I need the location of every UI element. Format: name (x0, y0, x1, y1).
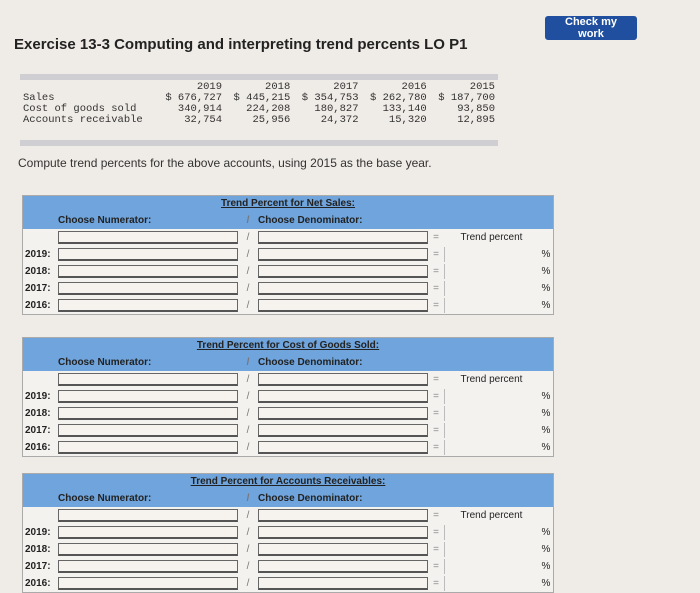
year-label: 2019: (25, 527, 51, 538)
year-label: 2018: (25, 408, 51, 419)
percent-sign: % (541, 266, 551, 277)
numerator-select[interactable] (58, 509, 238, 522)
slash: / (246, 442, 250, 453)
year-row (23, 388, 553, 405)
denominator-cell[interactable] (258, 407, 428, 420)
year-header: 2017 (333, 81, 359, 93)
numerator-input[interactable] (58, 299, 238, 312)
year-row (23, 297, 553, 314)
numerator-cell[interactable] (58, 577, 238, 590)
denominator-cell[interactable] (258, 299, 428, 312)
cell-value: 93,850 (457, 103, 495, 115)
year-label: 2018: (25, 266, 51, 277)
numerator-cell[interactable] (58, 299, 238, 312)
column-header-row (23, 212, 553, 229)
equals: = (433, 442, 439, 453)
denominator-cell[interactable] (258, 248, 428, 261)
equals: = (433, 408, 439, 419)
numerator-cell[interactable] (58, 560, 238, 573)
numerator-input[interactable] (58, 390, 238, 403)
denominator-input[interactable] (258, 265, 428, 278)
equals: = (433, 561, 439, 572)
year-header: 2016 (401, 81, 427, 93)
slash: / (246, 249, 250, 260)
equals: = (433, 249, 439, 260)
percent-sign: % (541, 544, 551, 555)
denominator-cell[interactable] (258, 265, 428, 278)
percent-sign: % (541, 442, 551, 453)
trend-table-title: Trend Percent for Accounts Receivables: (23, 474, 553, 490)
denominator-cell[interactable] (258, 543, 428, 556)
numerator-cell[interactable] (58, 390, 238, 403)
trend-table-title: Trend Percent for Cost of Goods Sold: (23, 338, 553, 354)
denominator-input[interactable] (258, 526, 428, 539)
denominator-cell[interactable] (258, 577, 428, 590)
numerator-input[interactable] (58, 282, 238, 295)
denominator-input[interactable] (258, 390, 428, 403)
denominator-select[interactable] (258, 373, 428, 386)
trend-percent-header-row (23, 507, 553, 524)
numerator-cell[interactable] (58, 407, 238, 420)
year-row (23, 422, 553, 439)
slash: / (246, 544, 250, 555)
slash: / (246, 215, 250, 226)
year-label: 2016: (25, 578, 51, 589)
percent-sign: % (541, 300, 551, 311)
trend-percent-cell[interactable] (444, 389, 539, 404)
denominator-input[interactable] (258, 248, 428, 261)
equals: = (433, 425, 439, 436)
numerator-header: Choose Numerator: (58, 215, 152, 226)
trend-percent-cell[interactable] (444, 423, 539, 438)
denominator-input[interactable] (258, 424, 428, 437)
numerator-input[interactable] (58, 560, 238, 573)
year-row (23, 280, 553, 297)
slash: / (246, 408, 250, 419)
slash: / (246, 232, 250, 243)
year-row (23, 246, 553, 263)
column-header-row (23, 490, 553, 507)
denominator-input[interactable] (258, 560, 428, 573)
cell-value: 32,754 (184, 114, 223, 126)
slash: / (246, 266, 250, 277)
year-header: 2015 (469, 81, 495, 93)
instructions: Compute trend percents for the above accounts, using 2015 as the base year. (18, 156, 432, 170)
trend-percent-header: Trend percent (460, 510, 523, 521)
percent-sign: % (541, 249, 551, 260)
year-row (23, 575, 553, 592)
year-label: 2019: (25, 249, 51, 260)
equals: = (433, 266, 439, 277)
denominator-input[interactable] (258, 282, 428, 295)
slash: / (246, 374, 250, 385)
denominator-select[interactable] (258, 509, 428, 522)
trend-percent-header: Trend percent (460, 374, 523, 385)
percent-sign: % (541, 578, 551, 589)
denominator-input[interactable] (258, 543, 428, 556)
numerator-input[interactable] (58, 248, 238, 261)
equals: = (433, 232, 439, 243)
cell-value: $ 187,700 (438, 92, 495, 104)
denominator-cell[interactable] (258, 424, 428, 437)
denominator-field[interactable] (258, 509, 428, 522)
trend-percent-header-row (23, 229, 553, 246)
row-label: Cost of goods sold (23, 103, 137, 115)
cell-value: 15,320 (388, 114, 427, 126)
denominator-header: Choose Denominator: (258, 357, 363, 368)
numerator-input[interactable] (58, 265, 238, 278)
equals: = (433, 300, 439, 311)
trend-table (22, 473, 554, 593)
year-row (23, 439, 553, 456)
cell-value: 340,914 (177, 103, 223, 115)
cell-value: 24,372 (320, 114, 359, 126)
trend-percent-cell[interactable] (444, 247, 539, 262)
denominator-input[interactable] (258, 299, 428, 312)
equals: = (433, 527, 439, 538)
denominator-input[interactable] (258, 407, 428, 420)
numerator-cell[interactable] (58, 526, 238, 539)
year-label: 2019: (25, 391, 51, 402)
row-label: Accounts receivable (23, 114, 143, 126)
numerator-cell[interactable] (58, 248, 238, 261)
cell-value: 133,140 (382, 103, 427, 115)
denominator-cell[interactable] (258, 526, 428, 539)
trend-percent-cell[interactable] (444, 525, 539, 540)
trend-percent-input[interactable] (444, 406, 539, 421)
trend-percent-input[interactable] (444, 264, 539, 279)
trend-percent-header: Trend percent (460, 232, 523, 243)
equals: = (433, 391, 439, 402)
trend-percent-cell[interactable] (444, 281, 539, 296)
trend-percent-input[interactable] (444, 542, 539, 557)
trend-percent-header-row (23, 371, 553, 388)
denominator-input[interactable] (258, 577, 428, 590)
year-label: 2018: (25, 544, 51, 555)
numerator-cell[interactable] (58, 265, 238, 278)
numerator-field[interactable] (58, 231, 238, 244)
row-label: Sales (23, 92, 55, 104)
year-label: 2017: (25, 561, 51, 572)
percent-sign: % (541, 561, 551, 572)
trend-percent-cell[interactable] (444, 264, 539, 279)
numerator-input[interactable] (58, 407, 238, 420)
trend-table (22, 337, 554, 457)
trend-percent-input[interactable] (444, 559, 539, 574)
year-header: 2018 (265, 81, 291, 93)
slash: / (246, 510, 250, 521)
numerator-field[interactable] (58, 373, 238, 386)
equals: = (433, 283, 439, 294)
percent-sign: % (541, 527, 551, 538)
cell-value: $ 354,753 (301, 92, 359, 104)
equals: = (433, 578, 439, 589)
denominator-header: Choose Denominator: (258, 493, 363, 504)
denominator-select[interactable] (258, 231, 428, 244)
cell-value: $ 445,215 (233, 92, 291, 104)
percent-sign: % (541, 283, 551, 294)
denominator-field[interactable] (258, 373, 428, 386)
numerator-cell[interactable] (58, 441, 238, 454)
year-label: 2017: (25, 283, 51, 294)
numerator-input[interactable] (58, 441, 238, 454)
trend-table (22, 195, 554, 315)
year-row (23, 524, 553, 541)
slash: / (246, 425, 250, 436)
numerator-cell[interactable] (58, 424, 238, 437)
slash: / (246, 391, 250, 402)
numerator-input[interactable] (58, 424, 238, 437)
numerator-input[interactable] (58, 526, 238, 539)
trend-percent-input[interactable] (444, 247, 539, 262)
trend-percent-cell[interactable] (444, 298, 539, 313)
numerator-select[interactable] (58, 373, 238, 386)
denominator-input[interactable] (258, 441, 428, 454)
slash: / (246, 493, 250, 504)
year-header: 2019 (196, 81, 223, 93)
trend-percent-cell[interactable] (444, 542, 539, 557)
percent-sign: % (541, 408, 551, 419)
cell-value: 25,956 (252, 114, 291, 126)
numerator-header: Choose Numerator: (58, 357, 152, 368)
trend-percent-input[interactable] (444, 281, 539, 296)
denominator-cell[interactable] (258, 441, 428, 454)
slash: / (246, 578, 250, 589)
numerator-field[interactable] (58, 509, 238, 522)
trend-percent-input[interactable] (444, 423, 539, 438)
denominator-cell[interactable] (258, 390, 428, 403)
cell-value: 12,895 (457, 114, 495, 126)
denominator-cell[interactable] (258, 282, 428, 295)
numerator-input[interactable] (58, 577, 238, 590)
data-row (20, 115, 498, 126)
trend-percent-input[interactable] (444, 525, 539, 540)
numerator-select[interactable] (58, 231, 238, 244)
cell-value: $ 676,727 (165, 92, 223, 104)
year-label: 2016: (25, 442, 51, 453)
numerator-cell[interactable] (58, 543, 238, 556)
equals: = (433, 510, 439, 521)
denominator-field[interactable] (258, 231, 428, 244)
account-data-table (20, 74, 498, 146)
slash: / (246, 561, 250, 572)
year-row (23, 541, 553, 558)
year-label: 2017: (25, 425, 51, 436)
trend-percent-cell[interactable] (444, 406, 539, 421)
percent-sign: % (541, 425, 551, 436)
cell-value: 224,208 (246, 103, 291, 115)
numerator-input[interactable] (58, 543, 238, 556)
trend-percent-input[interactable] (444, 298, 539, 313)
cell-value: 180,827 (314, 103, 359, 115)
percent-sign: % (541, 391, 551, 402)
trend-table-title: Trend Percent for Net Sales: (23, 196, 553, 212)
slash: / (246, 283, 250, 294)
trend-percent-input[interactable] (444, 440, 539, 455)
numerator-cell[interactable] (58, 282, 238, 295)
denominator-cell[interactable] (258, 560, 428, 573)
denominator-header: Choose Denominator: (258, 215, 363, 226)
equals: = (433, 544, 439, 555)
slash: / (246, 300, 250, 311)
trend-percent-input[interactable] (444, 389, 539, 404)
slash: / (246, 527, 250, 538)
trend-percent-cell[interactable] (444, 559, 539, 574)
cell-value: $ 262,780 (370, 92, 427, 104)
column-header-row (23, 354, 553, 371)
numerator-header: Choose Numerator: (58, 493, 152, 504)
year-row (23, 263, 553, 280)
equals: = (433, 374, 439, 385)
slash: / (246, 357, 250, 368)
year-label: 2016: (25, 300, 51, 311)
year-row (23, 558, 553, 575)
trend-percent-cell[interactable] (444, 440, 539, 455)
year-row (23, 405, 553, 422)
check-my-work-button[interactable]: Check my work (545, 16, 637, 40)
page-title: Exercise 13-3 Computing and interpreting trend percents LO P1 (14, 36, 468, 53)
